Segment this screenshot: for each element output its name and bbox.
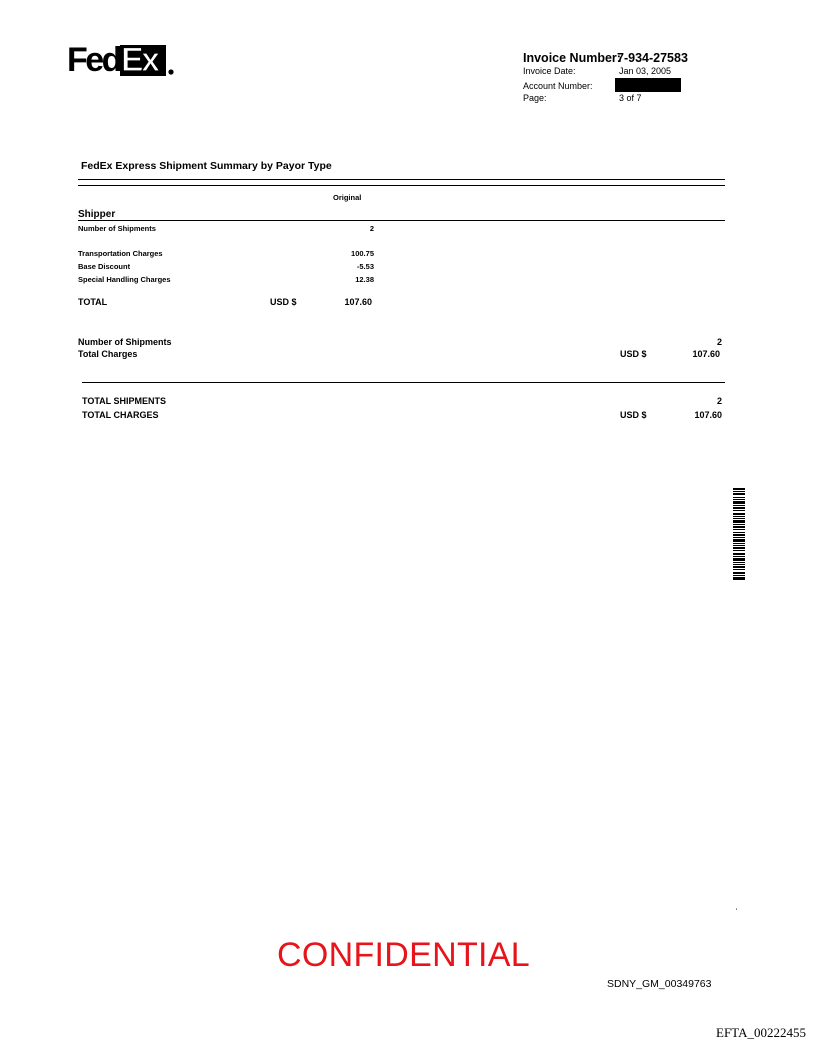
grand-charges-label: TOTAL CHARGES — [82, 410, 159, 420]
row-label: Transportation Charges — [78, 249, 163, 258]
subtotal-charges-value: 107.60 — [692, 349, 720, 359]
grand-charges-currency: USD $ — [620, 410, 647, 420]
stray-mark: ˌ — [735, 900, 739, 911]
section-title: FedEx Express Shipment Summary by Payor Type — [81, 160, 332, 172]
subtotal-charges-currency: USD $ — [620, 349, 647, 359]
row-value: 12.38 — [355, 275, 374, 284]
svg-text:Fed: Fed — [67, 41, 120, 79]
barcode-image — [733, 488, 745, 580]
row-label: Number of Shipments — [78, 224, 156, 233]
account-number-label: Account Number: — [523, 81, 593, 91]
invoice-number-value: 7-934-27583 — [617, 51, 688, 65]
column-header-original: Original — [333, 193, 362, 202]
svg-text:Ex: Ex — [121, 41, 158, 79]
divider-grand-total — [82, 382, 725, 383]
invoice-date-label: Invoice Date: — [523, 66, 576, 76]
page-label: Page: — [523, 93, 547, 103]
fedex-logo — [67, 40, 179, 80]
invoice-number-label: Invoice Number: — [523, 51, 621, 65]
total-label: TOTAL — [78, 297, 108, 307]
invoice-date-value: Jan 03, 2005 — [619, 66, 672, 76]
group-label-shipper: Shipper — [78, 209, 116, 220]
row-value: 2 — [369, 224, 374, 233]
page-value: 3 of 7 — [619, 93, 642, 103]
divider-shipper — [78, 220, 725, 221]
row-label: Special Handling Charges — [78, 275, 171, 284]
confidential-stamp: CONFIDENTIAL — [277, 936, 530, 974]
row-value: 100.75 — [351, 249, 374, 258]
subtotal-shipments-value: 2 — [716, 337, 722, 347]
row-value: -5.53 — [356, 262, 374, 271]
efta-number: EFTA_00222455 — [716, 1025, 806, 1040]
grand-charges-value: 107.60 — [694, 410, 722, 420]
subtotal-shipments-label: Number of Shipments — [78, 337, 172, 347]
subtotal-charges-label: Total Charges — [78, 349, 138, 359]
account-number-redaction — [615, 78, 681, 92]
total-currency: USD $ — [270, 297, 297, 307]
divider-top-1 — [78, 179, 725, 180]
divider-top-2 — [78, 185, 725, 186]
total-value: 107.60 — [344, 297, 372, 307]
grand-shipments-label: TOTAL SHIPMENTS — [82, 396, 167, 406]
grand-shipments-value: 2 — [716, 396, 722, 406]
row-label: Base Discount — [78, 262, 131, 271]
document-id: SDNY_GM_00349763 — [607, 978, 712, 990]
